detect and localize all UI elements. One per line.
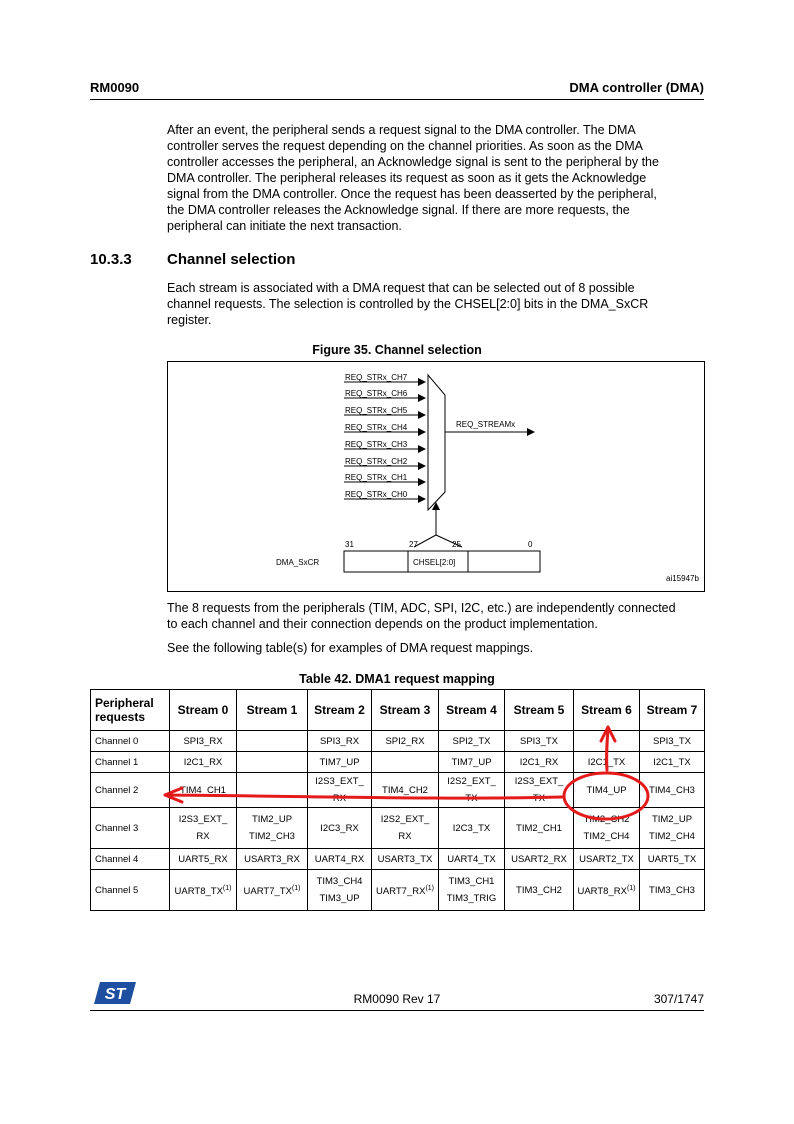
column-header-peripheral: Peripheral requests [91,690,170,731]
input-label-ch0: REQ_STRx_CH0 [345,490,408,499]
intro-line: peripheral can initiate the next transaction. [167,219,402,233]
table-cell: I2C1_TX [640,752,705,773]
st-logo-text: ST [104,986,126,1003]
section-number: 10.3.3 [90,251,132,268]
header-doc-id: RM0090 [90,80,140,95]
column-header: Stream 6 [574,690,640,731]
input-label-ch7: REQ_STRx_CH7 [345,373,408,382]
table-cell: UART8_TX$^{(1)}$ [170,870,237,911]
channel-cell: Channel 5 [91,870,170,911]
bit-label-0: 0 [528,540,533,549]
footnote-mark: (1) [425,884,434,892]
intro-line: controller accesses the peripheral, an Acknowledge signal is sent to the peripheral by the [167,155,659,169]
channel-cell: Channel 2 [91,773,170,808]
bit-label-27: 27 [409,540,418,549]
output-label: REQ_STREAMx [456,420,516,429]
channel-cell: Channel 0 [91,731,170,752]
table-cell: TIM2_CH2 TIM2_CH4 [574,808,640,849]
table-cell: I2C1_RX [505,752,574,773]
table-cell: SPI3_RX [170,731,237,752]
table-cell: UART8_RX$^{(1)}$ [574,870,640,911]
table-cell: TIM3_CH2 [505,870,574,911]
table-cell: TIM7_UP [439,752,505,773]
column-header: Stream 1 [237,690,308,731]
table-cell: UART7_RX$^{(1)}$ [372,870,439,911]
bit-label-25: 25 [452,540,461,549]
input-label-ch1: REQ_STRx_CH1 [345,473,408,482]
table-row [91,731,705,752]
figure-caption: Figure 35. Channel selection [312,343,482,357]
section-title: Channel selection [167,251,296,268]
footer-rule [90,1010,704,1011]
footnote-mark: (1) [626,884,636,892]
section-line: register. [167,313,212,327]
table-cell: TIM4_UP [574,773,640,808]
table-row [91,752,705,773]
input-label-ch5: REQ_STRx_CH5 [345,406,408,415]
intro-line: After an event, the peripheral sends a request signal to the DMA controller. The DMA [167,123,636,137]
table-cell: SPI3_TX [505,731,574,752]
table-cell: I2C1_RX [170,752,237,773]
table-row [91,870,705,911]
channel-cell: Channel 1 [91,752,170,773]
input-label-ch3: REQ_STRx_CH3 [345,440,408,449]
table-cell: TIM4_CH2 [372,773,439,808]
channel-cell: Channel 3 [91,808,170,849]
column-header: Stream 7 [640,690,705,731]
table-cell: TIM4_CH1 [170,773,237,808]
table-cell: TIM2_UP TIM2_CH3 [237,808,308,849]
table-cell: USART3_RX [237,849,308,870]
column-header: Stream 0 [170,690,237,731]
table-cell: I2C3_RX [308,808,372,849]
intro-line: DMA controller. The peripheral releases its request as soon as it gets the Acknowledge [167,171,647,185]
intro-line: signal from the DMA controller. Once the request has been deasserted by the peripheral, [167,187,657,201]
after-figure-paragraph [167,600,707,632]
table-cell: TIM7_UP [308,752,372,773]
table-cell: I2C1_TX [574,752,640,773]
table-cell: I2S2_EXT_ RX [372,808,439,849]
table-cell [237,773,308,808]
table-cell: TIM3_CH3 [640,870,705,911]
chsel-field-label: CHSEL[2:0] [413,558,456,567]
table-cell: SPI3_RX [308,731,372,752]
table-cell: TIM2_UP TIM2_CH4 [640,808,705,849]
column-header: Stream 5 [505,690,574,731]
table-cell: I2S3_EXT_ RX [170,808,237,849]
table-cell: TIM4_CH3 [640,773,705,808]
table-cell [372,752,439,773]
table-cell [237,731,308,752]
table-row [91,808,705,849]
table-cell: UART4_RX [308,849,372,870]
section-line: Each stream is associated with a DMA request that can be selected out of 8 possible [167,281,635,295]
intro-line: the DMA controller releases the Acknowledge signal. If there are more requests, the [167,203,630,217]
register-name: DMA_SxCR [276,558,320,567]
bit-label-31: 31 [345,540,354,549]
table-cell: SPI2_RX [372,731,439,752]
column-header: Stream 4 [439,690,505,731]
table-cell: USART2_TX [574,849,640,870]
footer-revision: RM0090 Rev 17 [353,992,441,1006]
channel-cell: Channel 4 [91,849,170,870]
table-cell: UART4_TX [439,849,505,870]
figure-id: ai15947b [666,574,699,583]
table-cell: I2S2_EXT_ TX [439,773,505,808]
footnote-mark: (1) [222,884,232,892]
table-cell: TIM3_CH4 TIM3_UP [308,870,372,911]
table-cell: USART3_TX [372,849,439,870]
column-header: Stream 2 [308,690,372,731]
table-caption: Table 42. DMA1 request mapping [299,672,495,686]
table-cell: USART2_RX [505,849,574,870]
table-cell: UART5_TX [640,849,705,870]
section-line: channel requests. The selection is controlled by the CHSEL[2:0] bits in the DMA_SxCR [167,297,649,311]
table-cell: I2C3_TX [439,808,505,849]
column-header: Stream 3 [372,690,439,731]
table-cell: I2S3_EXT_ RX [308,773,372,808]
table-row [91,773,705,808]
table-cell: SPI3_TX [640,731,705,752]
table-cell: UART7_TX$^{(1)}$ [237,870,308,911]
dma-request-table [90,689,705,911]
after-figure-line: The 8 requests from the peripherals (TIM, ADC, SPI, I2C, etc.) are independently connected [167,601,676,615]
header-chapter-title: DMA controller (DMA) [569,80,704,95]
after-figure-line: to each channel and their connection depends on the product implementation. [167,617,598,631]
table-cell [237,752,308,773]
input-label-ch2: REQ_STRx_CH2 [345,457,408,466]
table-cell: UART5_RX [170,849,237,870]
table-cell: SPI2_TX [439,731,505,752]
multiplexer-shape [428,375,445,510]
table-cell: TIM3_CH1 TIM3_TRIG [439,870,505,911]
input-label-ch6: REQ_STRx_CH6 [345,389,408,398]
intro-line: controller serves the request depending on the channel priorities. As soon as the DMA [167,139,643,153]
input-label-ch4: REQ_STRx_CH4 [345,423,408,432]
footnote-mark: (1) [291,884,301,892]
table-row [91,849,705,870]
footer-page-number: 307/1747 [653,992,704,1006]
table-cell: I2S3_EXT_ TX [505,773,574,808]
table-cell [574,731,640,752]
see-tables-text: See the following table(s) for examples of DMA request mappings. [167,641,534,655]
table-cell: TIM2_CH1 [505,808,574,849]
